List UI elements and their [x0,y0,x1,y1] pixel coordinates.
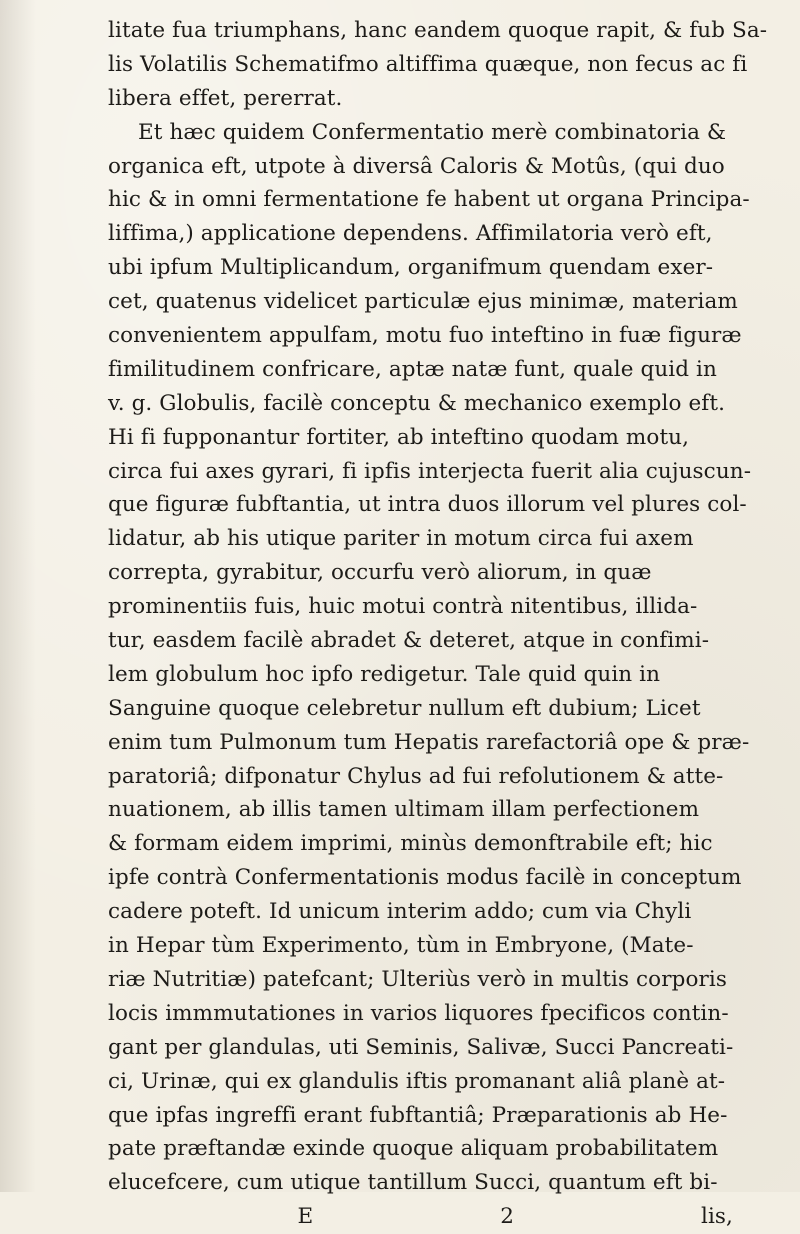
text-line: paratoriâ; difponatur Chylus ad fui refolutionem & atte- [108,763,724,789]
text-line: Et hæc quidem Confermentatio merè combinatoria & [138,119,727,145]
text-line: ci, Urinæ, qui ex glandulis iftis promanant aliâ planè at- [108,1068,726,1094]
text-line: que figuræ fubftantia, ut intra duos illorum vel plures col- [108,492,747,518]
text-line: tur, easdem facilè abradet & deteret, atque in confimi- [108,628,710,654]
text-line: organica eft, utpote à diversâ Caloris & Motûs, (qui duo [108,153,725,179]
text-line: in Hepar tùm Experimento, tùm in Embryone, (Mate- [108,933,694,959]
text-line: nuationem, ab illis tamen ultimam illam perfectionem [108,797,700,823]
text-line: lem globulum hoc ipfo redigetur. Tale quid quin in [108,661,661,687]
page-edge-shadow [0,0,36,1192]
text-line: prominentiis fuis, huic motui contrà nitentibus, illida- [108,594,698,620]
text-line: locis immmutationes in varios liquores fpecificos contin- [108,1000,729,1026]
signature-mark: E 2 [297,1204,515,1230]
text-line: lidatur, ab his utique pariter in motum circa fui axem [108,526,694,552]
text-line: hic & in omni fermentatione fe habent ut organa Principa- [108,187,750,213]
text-line: correpta, gyrabitur, occurfu verò aliorum, in quæ [108,560,652,586]
text-line: cet, quatenus videlicet particulæ ejus minimæ, materiam [108,289,738,315]
text-line: riæ Nutritiæ) patefcant; Ulteriùs verò in multis corporis [108,966,727,992]
text-line: que ipfas ingreffi erant fubftantiâ; Præparationis ab He- [108,1102,728,1128]
text-line: v. g. Globulis, facilè conceptu & mechanico exemplo eft. [108,390,726,416]
text-line: convenientem appulfam, motu fuo inteftino in fuæ figuræ [108,323,742,349]
text-line: elucefcere, cum utique tantillum Succi, quantum eft bi- [108,1170,718,1196]
page-footer [108,1200,773,1234]
text-line: pate præftandæ exinde quoque aliquam probabilitatem [108,1136,719,1162]
text-line: ipfe contrà Confermentationis modus facilè in conceptum [108,865,742,891]
text-line: lis Volatilis Schematifmo altiffima quæque, non fecus ac fi [108,51,748,77]
text-line: ubi ipfum Multiplicandum, organifmum quendam exer- [108,255,714,281]
catchword: lis, [700,1204,733,1230]
text-line: Sanguine quoque celebretur nullum eft dubium; Licet [108,695,701,721]
text-line: cadere poteft. Id unicum interim addo; cum via Chyli [108,899,692,925]
text-line: litate fua triumphans, hanc eandem quoque rapit, & fub Sa- [108,18,768,43]
text-line: liffima,) applicatione dependens. Affimilatoria verò eft, [108,221,713,247]
text-line: Hi fi fupponantur fortiter, ab inteftino quodam motu, [108,424,690,450]
text-line: libera effet, pererrat. [108,85,343,111]
text-block [108,14,773,1234]
text-line: circa fui axes gyrari, fi ipfis interjecta fuerit alia cujuscun- [108,458,752,484]
text-line: enim tum Pulmonum tum Hepatis rarefactoriâ ope & præ- [108,729,750,755]
text-line: fimilitudinem confricare, aptæ natæ funt, quale quid in [108,356,717,382]
text-line: & formam eidem imprimi, minùs demonftrabile eft; hic [108,831,713,857]
text-line: gant per glandulas, uti Seminis, Salivæ, Succi Pancreati- [108,1034,734,1060]
